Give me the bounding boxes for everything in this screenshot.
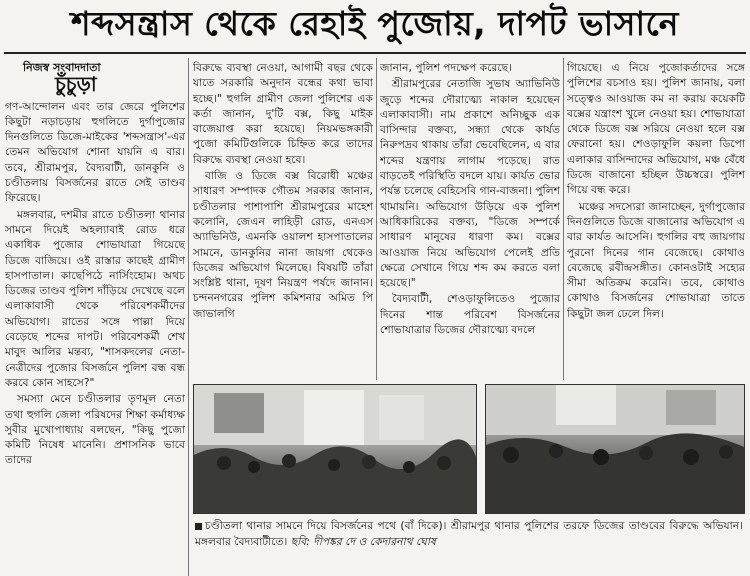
dateline: চুঁচুড়া xyxy=(55,72,97,97)
paragraph: বিরুদ্ধে ব্যবস্থা নেওয়া, আগামী বছর থেকে যাতে সরকারি অনুদান বন্ধের কথা ভাবা হচ্ছে।" হুগলি গ্রামীণ জেলা পুলিশের এক কর্তা জানান, দু'টি বক্স, কিছু মাইক বাজেয়াপ্ত করা হয়েছে। নিয়মভঙ্গকারী পুজো কমিটিগুলিকে চিহ্নিত করে তাদের বিরুদ্ধে ব্যবস্থা নেওয়া হবে। xyxy=(193,61,373,166)
paragraph: বাজি ও ডিজে বক্স বিরোধী মঞ্চের সাধারণ সম্পাদক গৌতম সরকার জানান, চণ্ডীতলার পাশাপাশি শ্রীরামপুরের মাহেশ কলোনি, জেএন লাহিড়ী রোড, এনএস অ্যাভিনিউ, এমনকি ওয়ালশ হাসপাতালের সামনে, ডানকুনির নানা জায়গা থেকেও ডিজের অভিযোগ মিলেছে। বিষয়টি তাঁরা সংশ্লিষ্ট থানা, দূষণ নিয়ন্ত্রণ পর্ষদে জানান। চন্দননগরের পুলিশ কমিশনার অমিত পি জাভালগি xyxy=(193,169,373,320)
column-divider xyxy=(563,58,564,380)
photo-crowd-graphic xyxy=(486,385,744,513)
column-divider xyxy=(376,58,377,380)
paragraph: গিয়েছে। এ নিয়ে পুজোকর্তাদের সঙ্গে পুলিশের বচসাও হয়। পুলিশ জানায়, বলা সত্ত্বেও আওয়াজ কম না করায় কয়েকটি বক্সের যন্ত্রাংশ খুলে নেওয়া হয়। শোভাযাত্রা থেকে ডিজে বক্স সরিয়ে নেওয়া হলে বক্স ফেরানো হয়। শেওড়াফুলি কয়লা ডিপো এলাকার বাসিন্দাদের অভিযোগ, মঞ্চ বেঁধে ডিজে বাজানো হচ্ছিল উচ্চস্বরে। পুলিশ গিয়ে বন্ধ করে। xyxy=(567,61,745,197)
column-divider xyxy=(188,58,189,576)
paragraph: জানান, পুলিশ পদক্ষেপ করেছে। xyxy=(380,61,513,74)
article-column-1 xyxy=(5,60,185,560)
photo-credit: ছবি: দীপঙ্কর দে ও কেদারনাথ ঘোষ xyxy=(290,535,436,548)
paragraph: শ্রীরামপুরের নেতাজি সুভাষ অ্যাভিনিউ জুড়ে শব্দের দৌরাত্ম্যে নাকাল হয়েছেন এলাকাবাসী। নাম প্রকাশে অনিচ্ছুক এক বাসিন্দার বক্তব্য, সন্ধ্যা থেকে কার্যত নিরুপদ্রব থাকায় তাঁরা ভেবেছিলেন, এ বার শব্দের যন্ত্রণায় লাগাম পড়েছে। রাত বাড়তেই পরিস্থিতি বদলে যায়। কার্যত ভোর পর্যন্ত চলেছে বেহিসেবি গান-বাজনা। পুলিশ থামায়নি। অভিযোগ উড়িয়ে এক পুলিশ আধিকারিকের বক্তব্য, "ডিজে সম্পর্কে সাধারণ মানুষের ধারণা কম। বক্সের আওয়াজ নিয়ে অভিযোগ পেলেই প্রতি ক্ষেত্রে সেখানে গিয়ে শব্দ কম করতে বলা হয়েছে।" xyxy=(380,77,560,290)
photo-crowd-graphic xyxy=(194,385,476,513)
paragraph: মঙ্গলবার, দশমীর রাতে চণ্ডীতলা থানার সামনে দিয়েই অহল্যাবাই রোড ধরে একাধিক পুজোর শোভাযাত্রা গিয়েছে ডিজে বাজিয়ে। ওই রাস্তার কাছেই গ্রামীণ হাসপাতাল। কাছেপিঠে নার্সিংহোম। অথচ ডিজের তাণ্ডব পুলিশ দাঁড়িয়ে দেখেছে বলে এলাকাবাসী থেকে পরিবেশকর্মীদের অভিযোগ। রাতের সঙ্গে পাল্লা দিয়ে বেড়েছে শব্দের দাপট। পরিবেশকর্মী শেখ মাবুদ আলির মন্তব্য, "শাসকদলের নেতা-নেত্রীদের পুজোর বিসর্জনে পুলিশ বন্ধ বন্ধ করবে কোন সাহসে?" xyxy=(5,207,185,389)
article-column-3 xyxy=(380,60,560,378)
photo-police-raid xyxy=(485,384,745,514)
paragraph: বৈদ্যবাটী, শেওড়াফুলিতেও পুজোর দিনের শান্ত পরিবেশ বিসর্জনের শোভাযাত্রার ডিজের দৌরাত্ম্যে বদলে xyxy=(380,292,560,337)
photo-immersion-procession xyxy=(193,384,477,514)
paragraph: মঞ্চের সদস্যেরা জানাচ্ছেন, দুর্গাপুজোর দিনগুলিতে ডিজে বাজানোর অভিযোগ এ বার কার্যত আসেনি। হুগলির বহু জায়গায় পুরনো দিনের গান বেজেছে। কোথাও বেজেছে রবীন্দ্রসঙ্গীত। কোনওটাই সহ্যের সীমা অতিক্রম করেনি। তবে, কোথাও কোথাও বিসর্জনের শোভাযাত্রা তাতে কিছুটা জল ঢেলে দিল। xyxy=(567,199,745,320)
headline: শব্দসন্ত্রাস থেকে রেহাই পুজোয়, দাপট ভাসানে xyxy=(71,4,679,43)
byline: নিজস্ব সংবাদদাতা xyxy=(23,61,101,74)
bullet-square-icon xyxy=(195,523,202,530)
caption-text: চণ্ডীতলা থানার সামনে দিয়ে বিসর্জনের পথে (বাঁ দিকে)। শ্রীরামপুর থানার পুলিশের তরফে ডিজের তাণ্ডবের বিরুদ্ধে অভিযান। মঙ্গলবার বৈদ্যবাটীতে। xyxy=(195,519,743,548)
article-column-4 xyxy=(567,60,745,378)
paragraph: গণ-আন্দোলন এবং তার জেরে পুলিশের কিছুটা নড়াচড়ায় হুগলিতে দুর্গাপুজোর দিনগুলিতে ডিজে-মাইকের 'শব্দসন্ত্রাস'-এর তেমন অভিযোগ শোনা যায়নি এ বার। তবে, শ্রীরামপুর, বৈদ্যবাটী, ডানকুনি ও চণ্ডীতলায় বিসর্জনের রাতে সেই তাণ্ডব ফিরেছে। xyxy=(5,99,185,205)
headline-rule xyxy=(4,52,746,54)
paragraph: সমস্যা মেনে চণ্ডীতলার তৃণমূল নেতা তথা হুগলি জেলা পরিষদের শিক্ষা কর্মাধ্যক্ষ সুবীর মুখোপাধ্যায় বলছেন, "কিছু পুজো কমিটি নিষেধ মানেনি। প্রশাসনিক ভাবে তাদের xyxy=(5,392,185,467)
photo-caption xyxy=(195,518,743,550)
article-column-2 xyxy=(193,60,373,378)
